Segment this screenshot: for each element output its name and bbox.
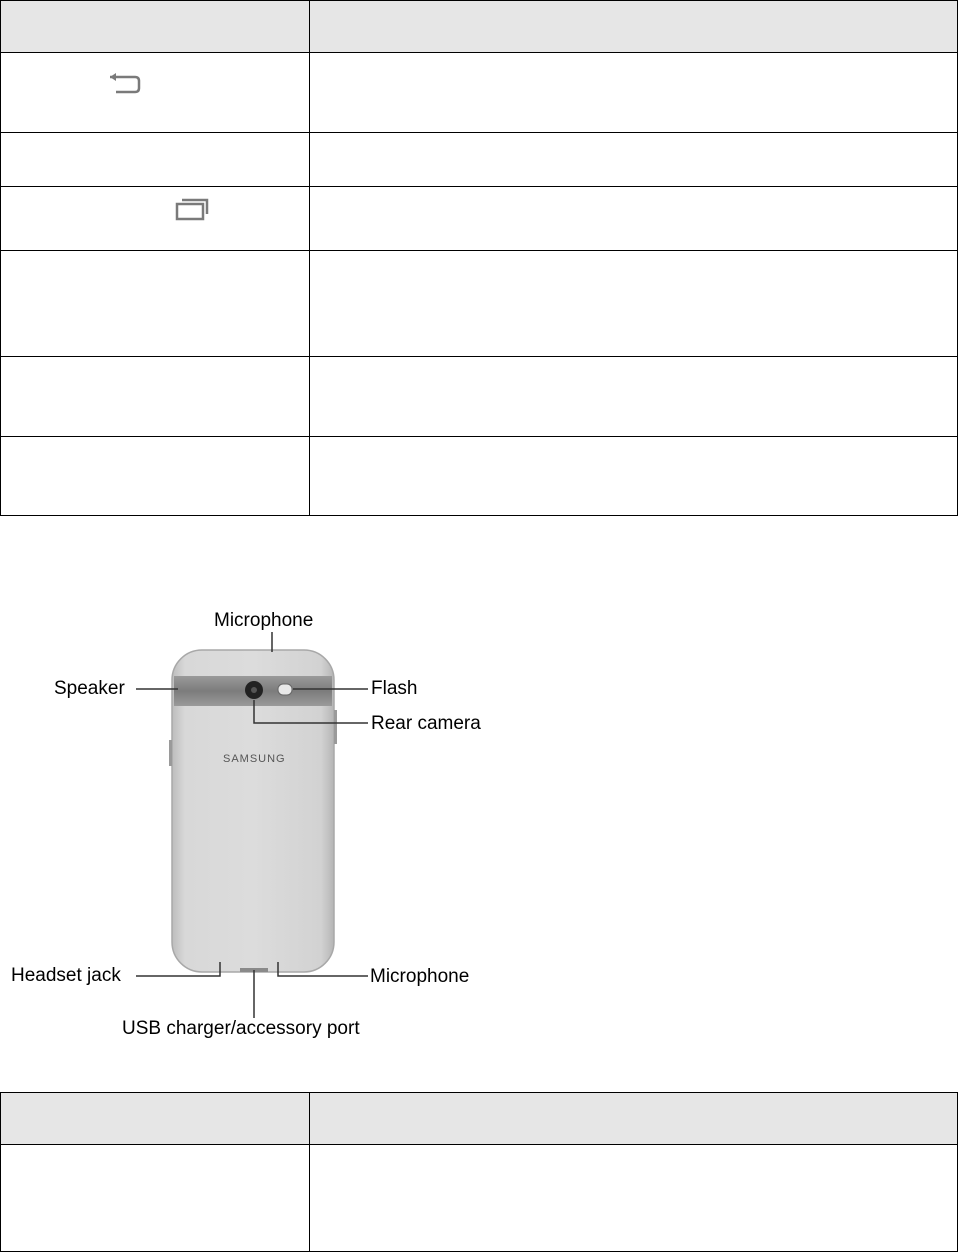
keys-table-key-cell (1, 187, 310, 251)
keys-table-key-cell (1, 437, 310, 516)
callout-microphone-top: Microphone (214, 610, 314, 631)
table-row (1, 437, 958, 516)
keys-table-function-cell (310, 53, 958, 133)
table-row (1, 187, 958, 251)
table-row (1, 1145, 958, 1252)
keys-table-key-cell (1, 251, 310, 357)
keys-table-function-cell (310, 251, 958, 357)
keys-table (0, 0, 958, 516)
callout-speaker: Speaker (54, 678, 125, 699)
callout-microphone-bottom: Microphone (370, 966, 470, 987)
parts-table-header-description (310, 1093, 958, 1145)
keys-table-function-cell (310, 187, 958, 251)
table-row (1, 133, 958, 187)
keys-table-key-cell (1, 133, 310, 187)
callout-headset-jack: Headset jack (11, 965, 121, 986)
flash (278, 684, 292, 695)
keys-table-key-cell (1, 357, 310, 437)
brand-logo: SAMSUNG (223, 753, 286, 765)
parts-table-header-row (1, 1093, 958, 1145)
table-row (1, 53, 958, 133)
callout-rear-camera: Rear camera (371, 713, 481, 734)
back-arrow-icon (105, 73, 141, 95)
keys-table-header-function (310, 1, 958, 53)
phone-back-diagram (0, 590, 500, 1050)
parts-table (0, 1092, 958, 1252)
keys-table-function-cell (310, 437, 958, 516)
keys-table-header-key (1, 1, 310, 53)
recent-apps-icon (175, 197, 209, 221)
keys-table-key-cell (1, 53, 310, 133)
table-row (1, 357, 958, 437)
keys-table-function-cell (310, 357, 958, 437)
callout-usb-port: USB charger/accessory port (122, 1018, 360, 1039)
parts-table-description-cell (310, 1145, 958, 1252)
keys-table-function-cell (310, 133, 958, 187)
callout-flash: Flash (371, 678, 418, 699)
table-row (1, 251, 958, 357)
parts-table-part-cell (1, 1145, 310, 1252)
keys-table-header-row (1, 1, 958, 53)
parts-table-header-part (1, 1093, 310, 1145)
